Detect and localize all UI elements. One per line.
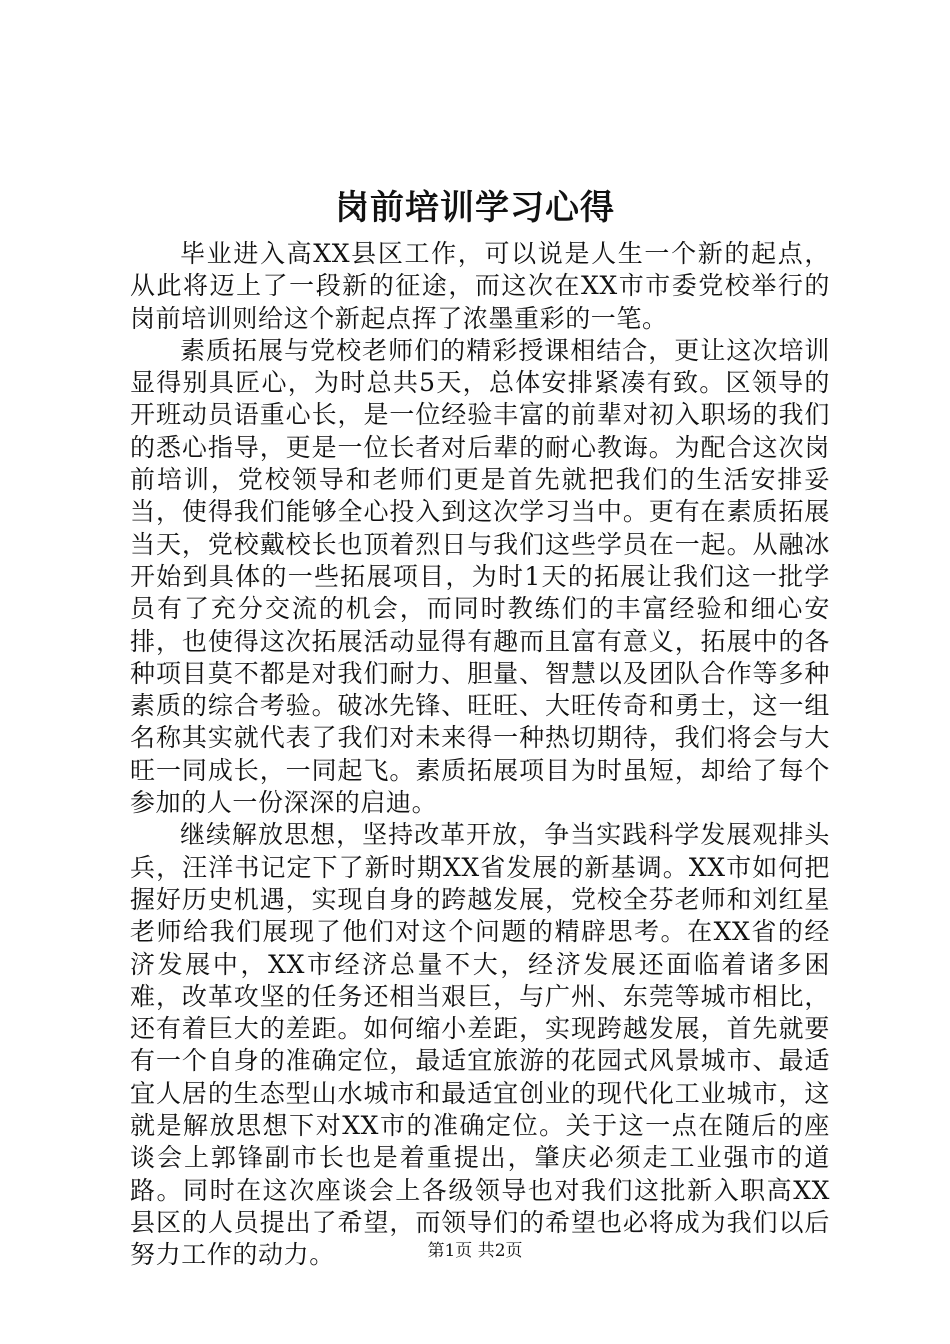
page-footer: 第1页 共2页 [427,1241,523,1261]
document-title: 岗前培训学习心得 [335,188,615,228]
paragraph-3: 继续解放思想，坚持改革开放，争当实践科学发展观排头兵，汪洋书记定下了新时期XX省发展的新基调。XX市如何把握好历史机遇，实现自身的跨越发展，党校全芬老师和刘红星老师给我们展现了他们对这个问题的精辟思考。在XX省的经济发展中，XX市经济总量不大，经济发展还面临着诸多困难，改革攻坚的任务还相当艰巨，与广州、东莞等城市相比，还有着巨大的差距。如何缩小差距，实现跨越发展，首先就要有一个自身的准确定位，最适宜旅游的花园式风景城市、最适宜人居的生态型山水城市和最适宜创业的现代化工业城市，这就是解放思想下对XX市的准确定位。关于这一点在随后的座谈会上郭锋副市长也是着重提出，肇庆必须走工业强市的道路。同时在这次座谈会上各级领导也对我们这批新入职高XX县区的人员提出了希望，而领导们的希望也必将成为我们以后努力工作的动力。 [130,820,830,1270]
paragraph-2: 素质拓展与党校老师们的精彩授课相结合，更让这次培训显得别具匠心，为时总共5天，总体安排紧凑有致。区领导的开班动员语重心长，是一位经验丰富的前辈对初入职场的我们的悉心指导，更是一位长者对后辈的耐心教诲。为配合这次岗前培训，党校领导和老师们更是首先就把我们的生活安排妥当，使得我们能够全心投入到这次学习当中。更有在素质拓展当天，党校戴校长也顶着烈日与我们这些学员在一起。从融冰开始到具体的一些拓展项目，为时1天的拓展让我们这一批学员有了充分交流的机会，而同时教练们的丰富经验和细心安排，也使得这次拓展活动显得有趣而且富有意义，拓展中的各种项目莫不都是对我们耐力、胆量、智慧以及团队合作等多种素质的综合考验。破冰先锋、旺旺、大旺传奇和勇士，这一组名称其实就代表了我们对未来得一种热切期待，我们将会与大旺一同成长，一同起飞。素质拓展项目为时虽短，却给了每个参加的人一份深深的启迪。 [130,335,830,818]
document-body [130,238,830,1272]
paragraph-1: 毕业进入高XX县区工作，可以说是人生一个新的起点，从此将迈上了一段新的征途，而这次在XX市市委党校举行的岗前培训则给这个新起点挥了浓墨重彩的一笔。 [130,239,830,333]
